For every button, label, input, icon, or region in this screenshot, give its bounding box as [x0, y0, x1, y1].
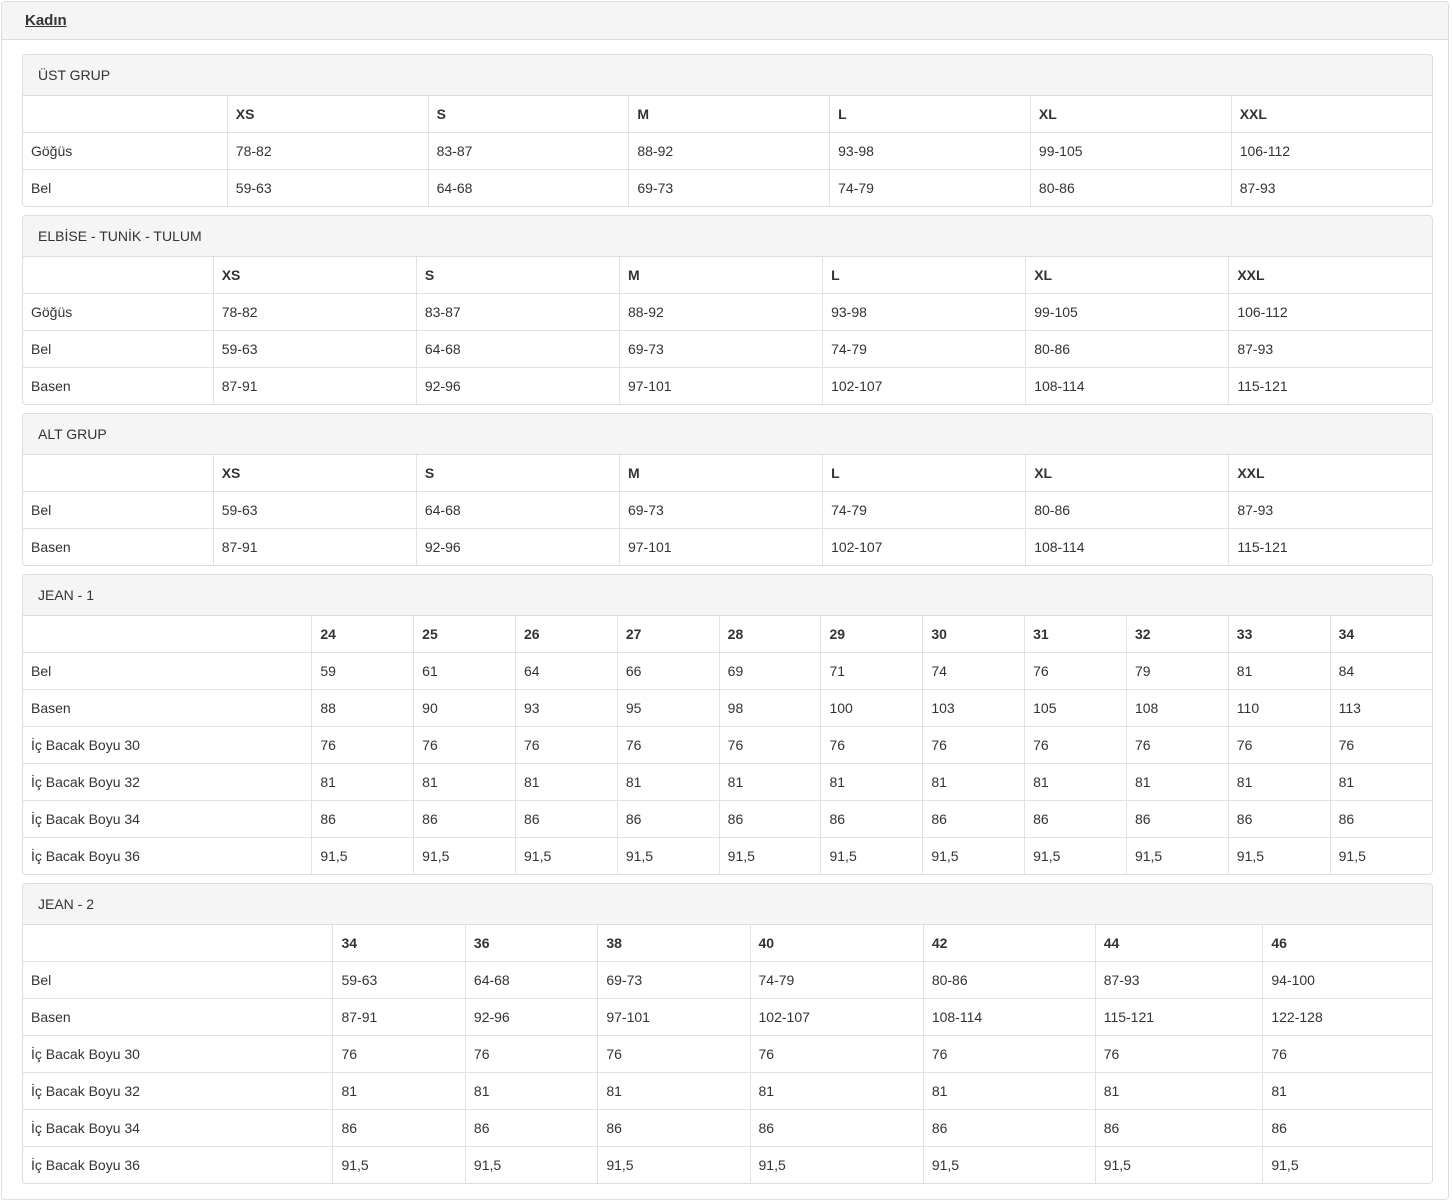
column-header: S — [428, 96, 629, 133]
size-value-cell: 86 — [414, 801, 516, 838]
row-label: Basen — [23, 368, 213, 405]
size-value-cell: 97-101 — [598, 999, 750, 1036]
size-table — [23, 616, 1432, 874]
size-value-cell: 86 — [617, 801, 719, 838]
column-header: 25 — [414, 616, 516, 653]
size-table — [23, 257, 1432, 404]
size-value-cell: 74-79 — [830, 170, 1031, 207]
size-value-cell: 90 — [414, 690, 516, 727]
size-value-cell: 91,5 — [465, 1147, 597, 1184]
size-value-cell: 76 — [598, 1036, 750, 1073]
size-value-cell: 92-96 — [416, 529, 619, 566]
size-value-cell: 91,5 — [617, 838, 719, 875]
panel-title: JEAN - 1 — [23, 575, 1432, 616]
size-value-cell: 99-105 — [1026, 294, 1229, 331]
row-label: Bel — [23, 331, 213, 368]
column-header: S — [416, 257, 619, 294]
table-row — [23, 170, 1432, 207]
panel-title: JEAN - 2 — [23, 884, 1432, 925]
table-row — [23, 727, 1432, 764]
size-value-cell: 64-68 — [465, 962, 597, 999]
size-value-cell: 83-87 — [428, 133, 629, 170]
size-value-cell: 88 — [312, 690, 414, 727]
size-value-cell: 64-68 — [416, 331, 619, 368]
column-header: 44 — [1095, 925, 1263, 962]
size-value-cell: 81 — [465, 1073, 597, 1110]
size-value-cell: 69 — [719, 653, 821, 690]
size-value-cell: 81 — [1025, 764, 1127, 801]
size-value-cell: 69-73 — [619, 331, 822, 368]
size-value-cell: 81 — [312, 764, 414, 801]
size-value-cell: 91,5 — [333, 1147, 465, 1184]
table-body — [23, 492, 1432, 566]
size-value-cell: 69-73 — [629, 170, 830, 207]
column-header: 26 — [516, 616, 618, 653]
size-value-cell: 98 — [719, 690, 821, 727]
size-value-cell: 91,5 — [598, 1147, 750, 1184]
column-header: 31 — [1025, 616, 1127, 653]
size-value-cell: 66 — [617, 653, 719, 690]
table-row — [23, 331, 1432, 368]
size-value-cell: 81 — [516, 764, 618, 801]
size-value-cell: 87-93 — [1095, 962, 1263, 999]
size-value-cell: 91,5 — [516, 838, 618, 875]
size-value-cell: 87-93 — [1229, 492, 1432, 529]
size-value-cell: 80-86 — [1026, 331, 1229, 368]
panels — [2, 40, 1448, 1199]
size-value-cell: 86 — [333, 1110, 465, 1147]
table-row — [23, 1147, 1432, 1184]
size-value-cell: 91,5 — [1228, 838, 1330, 875]
row-label: Göğüs — [23, 294, 213, 331]
size-value-cell: 91,5 — [1025, 838, 1127, 875]
size-value-cell: 105 — [1025, 690, 1127, 727]
size-value-cell: 86 — [1025, 801, 1127, 838]
size-panel — [22, 215, 1433, 405]
size-panel — [22, 413, 1433, 566]
column-header: 36 — [465, 925, 597, 962]
size-table — [23, 925, 1432, 1183]
group-header — [2, 2, 1448, 40]
size-value-cell: 91,5 — [312, 838, 414, 875]
group-title-link[interactable]: Kadın — [25, 12, 67, 29]
size-value-cell: 91,5 — [923, 838, 1025, 875]
table-body — [23, 294, 1432, 405]
size-value-cell: 69-73 — [598, 962, 750, 999]
size-value-cell: 80-86 — [923, 962, 1095, 999]
size-value-cell: 86 — [598, 1110, 750, 1147]
size-value-cell: 100 — [821, 690, 923, 727]
size-value-cell: 83-87 — [416, 294, 619, 331]
size-value-cell: 76 — [1025, 727, 1127, 764]
table-row — [23, 764, 1432, 801]
size-value-cell: 76 — [617, 727, 719, 764]
size-value-cell: 93-98 — [823, 294, 1026, 331]
size-value-cell: 76 — [1263, 1036, 1432, 1073]
corner-cell — [23, 455, 213, 492]
size-value-cell: 76 — [821, 727, 923, 764]
size-value-cell: 81 — [1228, 764, 1330, 801]
column-header: S — [416, 455, 619, 492]
column-header: 32 — [1126, 616, 1228, 653]
row-label: Bel — [23, 492, 213, 529]
column-header: 24 — [312, 616, 414, 653]
corner-cell — [23, 257, 213, 294]
size-value-cell: 87-91 — [213, 529, 416, 566]
size-value-cell: 86 — [923, 1110, 1095, 1147]
size-value-cell: 81 — [1330, 764, 1432, 801]
table-row — [23, 133, 1432, 170]
size-value-cell: 122-128 — [1263, 999, 1432, 1036]
size-value-cell: 86 — [516, 801, 618, 838]
column-header: M — [619, 257, 822, 294]
size-value-cell: 115-121 — [1095, 999, 1263, 1036]
column-header: XXL — [1231, 96, 1432, 133]
size-value-cell: 91,5 — [414, 838, 516, 875]
size-value-cell: 92-96 — [416, 368, 619, 405]
row-label: İç Bacak Boyu 32 — [23, 1073, 333, 1110]
size-value-cell: 76 — [1228, 727, 1330, 764]
size-value-cell: 92-96 — [465, 999, 597, 1036]
column-header: 34 — [1330, 616, 1432, 653]
size-value-cell: 74-79 — [750, 962, 923, 999]
size-value-cell: 81 — [617, 764, 719, 801]
table-row — [23, 1110, 1432, 1147]
column-header: L — [823, 257, 1026, 294]
size-value-cell: 93-98 — [830, 133, 1031, 170]
column-header: 38 — [598, 925, 750, 962]
row-label: İç Bacak Boyu 36 — [23, 838, 312, 875]
size-value-cell: 76 — [923, 1036, 1095, 1073]
column-header: 29 — [821, 616, 923, 653]
size-value-cell: 81 — [1095, 1073, 1263, 1110]
size-value-cell: 59-63 — [227, 170, 428, 207]
size-value-cell: 91,5 — [1095, 1147, 1263, 1184]
size-value-cell: 74-79 — [823, 492, 1026, 529]
size-value-cell: 81 — [923, 764, 1025, 801]
size-panel — [22, 883, 1433, 1184]
size-value-cell: 97-101 — [619, 529, 822, 566]
table-row — [23, 294, 1432, 331]
size-value-cell: 113 — [1330, 690, 1432, 727]
size-value-cell: 86 — [312, 801, 414, 838]
panel-title: ÜST GRUP — [23, 55, 1432, 96]
header-row — [23, 96, 1432, 133]
size-value-cell: 76 — [1025, 653, 1127, 690]
size-value-cell: 95 — [617, 690, 719, 727]
size-value-cell: 91,5 — [719, 838, 821, 875]
size-value-cell: 76 — [333, 1036, 465, 1073]
table-head — [23, 96, 1432, 133]
column-header: 34 — [333, 925, 465, 962]
size-value-cell: 78-82 — [213, 294, 416, 331]
size-value-cell: 91,5 — [750, 1147, 923, 1184]
table-row — [23, 801, 1432, 838]
size-value-cell: 86 — [750, 1110, 923, 1147]
table-row — [23, 999, 1432, 1036]
size-value-cell: 86 — [719, 801, 821, 838]
size-value-cell: 81 — [719, 764, 821, 801]
size-value-cell: 81 — [1263, 1073, 1432, 1110]
table-head — [23, 455, 1432, 492]
size-value-cell: 88-92 — [629, 133, 830, 170]
size-value-cell: 76 — [1095, 1036, 1263, 1073]
row-label: İç Bacak Boyu 30 — [23, 727, 312, 764]
column-header: M — [629, 96, 830, 133]
size-value-cell: 97-101 — [619, 368, 822, 405]
row-label: Göğüs — [23, 133, 227, 170]
column-header: 46 — [1263, 925, 1432, 962]
header-row — [23, 455, 1432, 492]
column-header: XS — [213, 455, 416, 492]
size-value-cell: 91,5 — [923, 1147, 1095, 1184]
size-value-cell: 108-114 — [923, 999, 1095, 1036]
size-value-cell: 81 — [1126, 764, 1228, 801]
row-label: İç Bacak Boyu 30 — [23, 1036, 333, 1073]
size-value-cell: 86 — [1330, 801, 1432, 838]
table-body — [23, 133, 1432, 207]
size-value-cell: 81 — [923, 1073, 1095, 1110]
size-value-cell: 86 — [923, 801, 1025, 838]
size-value-cell: 86 — [821, 801, 923, 838]
size-value-cell: 59 — [312, 653, 414, 690]
row-label: İç Bacak Boyu 34 — [23, 1110, 333, 1147]
size-value-cell: 78-82 — [227, 133, 428, 170]
size-value-cell: 91,5 — [1126, 838, 1228, 875]
size-value-cell: 108-114 — [1026, 529, 1229, 566]
size-value-cell: 81 — [821, 764, 923, 801]
size-value-cell: 80-86 — [1026, 492, 1229, 529]
column-header: 42 — [923, 925, 1095, 962]
column-header: M — [619, 455, 822, 492]
size-value-cell: 80-86 — [1030, 170, 1231, 207]
size-value-cell: 76 — [414, 727, 516, 764]
size-value-cell: 91,5 — [1330, 838, 1432, 875]
size-value-cell: 76 — [923, 727, 1025, 764]
size-value-cell: 106-112 — [1229, 294, 1432, 331]
table-body — [23, 653, 1432, 875]
header-row — [23, 257, 1432, 294]
table-body — [23, 962, 1432, 1184]
size-value-cell: 91,5 — [821, 838, 923, 875]
size-value-cell: 108-114 — [1026, 368, 1229, 405]
size-value-cell: 79 — [1126, 653, 1228, 690]
size-value-cell: 108 — [1126, 690, 1228, 727]
column-header: XXL — [1229, 257, 1432, 294]
corner-cell — [23, 616, 312, 653]
size-value-cell: 86 — [1095, 1110, 1263, 1147]
table-row — [23, 690, 1432, 727]
table-row — [23, 838, 1432, 875]
size-panel — [22, 574, 1433, 875]
column-header: 30 — [923, 616, 1025, 653]
size-value-cell: 84 — [1330, 653, 1432, 690]
size-value-cell: 81 — [333, 1073, 465, 1110]
table-row — [23, 492, 1432, 529]
size-value-cell: 64 — [516, 653, 618, 690]
header-row — [23, 616, 1432, 653]
size-value-cell: 59-63 — [213, 331, 416, 368]
table-row — [23, 962, 1432, 999]
row-label: İç Bacak Boyu 36 — [23, 1147, 333, 1184]
size-value-cell: 61 — [414, 653, 516, 690]
size-value-cell: 102-107 — [823, 368, 1026, 405]
size-value-cell: 64-68 — [428, 170, 629, 207]
size-value-cell: 86 — [1263, 1110, 1432, 1147]
size-value-cell: 94-100 — [1263, 962, 1432, 999]
size-value-cell: 99-105 — [1030, 133, 1231, 170]
table-head — [23, 616, 1432, 653]
row-label: Basen — [23, 529, 213, 566]
column-header: 40 — [750, 925, 923, 962]
size-table — [23, 96, 1432, 206]
table-row — [23, 368, 1432, 405]
size-value-cell: 59-63 — [333, 962, 465, 999]
size-value-cell: 102-107 — [823, 529, 1026, 566]
size-value-cell: 81 — [750, 1073, 923, 1110]
size-value-cell: 76 — [516, 727, 618, 764]
size-panel — [22, 54, 1433, 207]
table-row — [23, 1036, 1432, 1073]
size-value-cell: 86 — [465, 1110, 597, 1147]
size-value-cell: 93 — [516, 690, 618, 727]
table-head — [23, 257, 1432, 294]
size-value-cell: 91,5 — [1263, 1147, 1432, 1184]
column-header: L — [823, 455, 1026, 492]
size-value-cell: 71 — [821, 653, 923, 690]
table-row — [23, 653, 1432, 690]
size-value-cell: 59-63 — [213, 492, 416, 529]
table-head — [23, 925, 1432, 962]
size-value-cell: 76 — [750, 1036, 923, 1073]
column-header: 27 — [617, 616, 719, 653]
size-value-cell: 87-93 — [1231, 170, 1432, 207]
size-value-cell: 64-68 — [416, 492, 619, 529]
table-row — [23, 529, 1432, 566]
column-header: 28 — [719, 616, 821, 653]
row-label: İç Bacak Boyu 34 — [23, 801, 312, 838]
size-value-cell: 81 — [598, 1073, 750, 1110]
row-label: Bel — [23, 653, 312, 690]
size-value-cell: 115-121 — [1229, 368, 1432, 405]
size-value-cell: 106-112 — [1231, 133, 1432, 170]
size-value-cell: 69-73 — [619, 492, 822, 529]
size-value-cell: 110 — [1228, 690, 1330, 727]
panel-title: ALT GRUP — [23, 414, 1432, 455]
row-label: Bel — [23, 170, 227, 207]
row-label: İç Bacak Boyu 32 — [23, 764, 312, 801]
size-value-cell: 103 — [923, 690, 1025, 727]
size-value-cell: 88-92 — [619, 294, 822, 331]
row-label: Bel — [23, 962, 333, 999]
panel-title: ELBİSE - TUNİK - TULUM — [23, 216, 1432, 257]
column-header: XL — [1026, 455, 1229, 492]
table-row — [23, 1073, 1432, 1110]
size-value-cell: 76 — [1126, 727, 1228, 764]
size-value-cell: 76 — [719, 727, 821, 764]
column-header: XL — [1030, 96, 1231, 133]
size-value-cell: 87-93 — [1229, 331, 1432, 368]
size-value-cell: 81 — [1228, 653, 1330, 690]
size-table — [23, 455, 1432, 565]
size-guide-container — [1, 1, 1449, 1200]
size-value-cell: 76 — [1330, 727, 1432, 764]
corner-cell — [23, 925, 333, 962]
size-value-cell: 74 — [923, 653, 1025, 690]
size-value-cell: 74-79 — [823, 331, 1026, 368]
size-value-cell: 102-107 — [750, 999, 923, 1036]
size-value-cell: 87-91 — [333, 999, 465, 1036]
column-header: XS — [213, 257, 416, 294]
column-header: XS — [227, 96, 428, 133]
corner-cell — [23, 96, 227, 133]
size-value-cell: 86 — [1228, 801, 1330, 838]
size-value-cell: 76 — [312, 727, 414, 764]
size-value-cell: 81 — [414, 764, 516, 801]
row-label: Basen — [23, 690, 312, 727]
header-row — [23, 925, 1432, 962]
column-header: XL — [1026, 257, 1229, 294]
size-value-cell: 86 — [1126, 801, 1228, 838]
size-value-cell: 115-121 — [1229, 529, 1432, 566]
column-header: L — [830, 96, 1031, 133]
size-value-cell: 76 — [465, 1036, 597, 1073]
column-header: 33 — [1228, 616, 1330, 653]
column-header: XXL — [1229, 455, 1432, 492]
size-value-cell: 87-91 — [213, 368, 416, 405]
row-label: Basen — [23, 999, 333, 1036]
